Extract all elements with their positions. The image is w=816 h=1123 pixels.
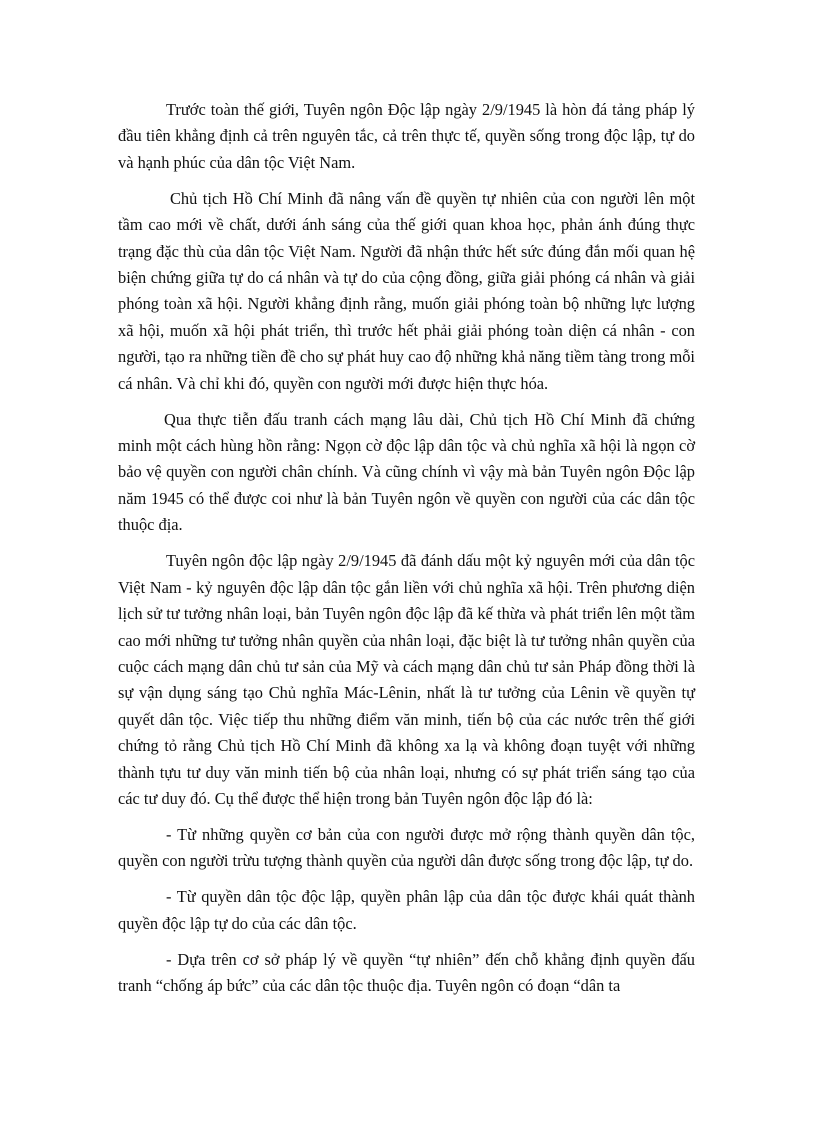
bullet-paragraph-3: - Dựa trên cơ sở pháp lý về quyền “tự nhiên” đến chỗ khẳng định quyền đấu tranh “chống áp bức” của các dân tộc thuộc địa. Tuyên ngôn có đoạn “dân ta <box>118 949 695 996</box>
bullet-paragraph-1: - Từ những quyền cơ bản của con người được mở rộng thành quyền dân tộc, quyền con người trừu tượng thành quyền của người dân được sống trong độc lập, tự do. <box>118 824 695 871</box>
paragraph-1: Trước toàn thế giới, Tuyên ngôn Độc lập ngày 2/9/1945 là hòn đá tảng pháp lý đầu tiên khẳng định cả trên nguyên tắc, cả trên thực tế, quyền sống trong độc lập, tự do và hạnh phúc của dân tộc Việt Nam. <box>118 100 695 172</box>
document-page <box>118 97 695 1009</box>
paragraph-2: Chủ tịch Hồ Chí Minh đã nâng vấn đề quyền tự nhiên của con người lên một tầm cao mới về chất, dưới ánh sáng của thế giới quan khoa học, phản ánh đúng thực trạng đặc thù của dân tộc Việt Nam. Người đã nhận thức hết sức đúng đắn mối quan hệ biện chứng giữa tự do cá nhân và tự do của cộng đồng, giữa giải phóng cá nhân và giải phóng toàn xã hội. Người khẳng định rằng, muốn giải phóng toàn bộ những lực lượng xã hội, muốn xã hội phát triển, thì trước hết phải giải phóng toàn diện cá nhân - con người, tạo ra những tiền đề cho sự phát huy cao độ những khả năng tiềm tàng trong mỗi cá nhân. Và chỉ khi đó, quyền con người mới được hiện thực hóa. <box>118 188 695 393</box>
bullet-paragraph-2: - Từ quyền dân tộc độc lập, quyền phân lập của dân tộc được khái quát thành quyền độc lập tự do của các dân tộc. <box>118 887 695 933</box>
paragraph-3: Qua thực tiễn đấu tranh cách mạng lâu dài, Chủ tịch Hồ Chí Minh đã chứng minh một cách hùng hồn rằng: Ngọn cờ độc lập dân tộc và chủ nghĩa xã hội là ngọn cờ bảo vệ quyền con người chân chính. Và cũng chính vì vậy mà bản Tuyên ngôn Độc lập năm 1945 có thể được coi như là bản Tuyên ngôn về quyền con người của các dân tộc thuộc địa. <box>118 409 695 535</box>
paragraph-4: Tuyên ngôn độc lập ngày 2/9/1945 đã đánh dấu một kỷ nguyên mới của dân tộc Việt Nam - kỷ nguyên độc lập dân tộc gắn liền với chủ nghĩa xã hội. Trên phương diện lịch sử tư tưởng nhân loại, bản Tuyên ngôn độc lập đã kế thừa và phát triển lên một tầm cao mới những tư tưởng nhân quyền của nhân loại, đặc biệt là tư tưởng nhân quyền của cuộc cách mạng dân chủ tư sản của Mỹ và cách mạng dân chủ tư sản Pháp đồng thời là sự vận dụng sáng tạo Chủ nghĩa Mác-Lênin, nhất là tư tưởng của Lênin về quyền tự quyết dân tộc. Việc tiếp thu những điểm văn minh, tiến bộ của các nước trên thế giới chứng tỏ rằng Chủ tịch Hồ Chí Minh đã không xa lạ và không đoạn tuyệt với những thành tựu tư duy văn minh tiến bộ của nhân loại, nhưng có sự phát triển sáng tạo của các tư duy đó. Cụ thể được thể hiện trong bản Tuyên ngôn độc lập đó là: <box>118 551 695 808</box>
